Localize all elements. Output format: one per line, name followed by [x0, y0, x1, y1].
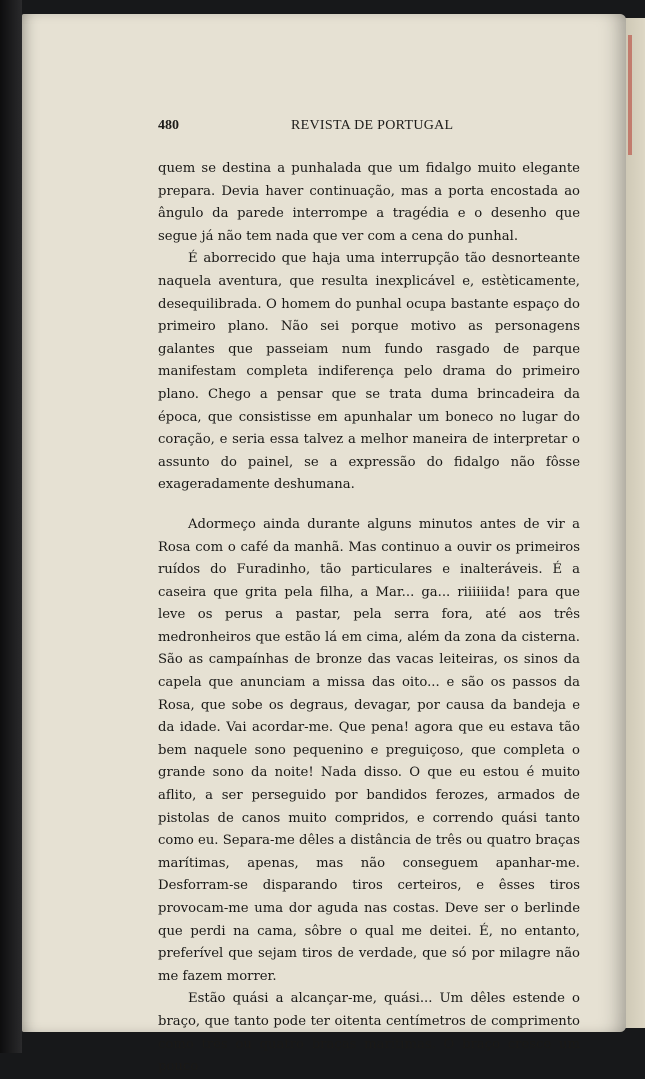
body-text — [158, 158, 580, 1079]
paragraph-4: Estão quási a alcançar-me, quási... Um dêles estende o braço, que tanto pode ter oitenta centímetros de comprimento como três ou quatro braças marítimas. O braço cresce um pouco — [158, 991, 580, 1075]
paragraph-2: É aborrecido que haja uma interrupção tão desnorteante naquela aventura, que resulta inexplicável e, estèticamente, desequilibrada. O homem do punhal ocupa bastante espaço do primeiro plano. Não sei porque motivo as personagens galantes que passeiam num fundo rasgado de parque manifestam completa indiferença pelo drama do primeiro plano. Chego a pensar que se trata duma brincadeira da época, que consistisse em apunhalar um boneco no lugar do coração, e seria essa talvez a melhor maneira de interpretar o assunto do painel, se a expressão do fidalgo não fôsse exageradamente deshumana. — [158, 251, 580, 493]
paragraph-3: Adormeço ainda durante alguns minutos antes de vir a Rosa com o café da manhã. Mas continuo a ouvir os primeiros ruídos do Furadinho, tão particulares e inalteráveis. É a caseira que grita pela filha, a Mar... ga... riiiiiida! para que leve os perus a pastar, pela serra fora, até aos três medronheiros que estão lá em cima, além da zona da cisterna. São as campaínhas de bronze das vacas leiteiras, os sinos da capela que anunciam a missa das oito... e são os passos da Rosa, que sobe os degraus, devagar, por causa da bandeja e da idade. Vai acordar-me. Que pena! agora que eu estava tão bem naquele sono pequenino e preguiçoso, que completa o grande sono da noite! Nada disso. O que eu estou é muito aflito, a ser perseguido por bandidos ferozes, armados de pistolas de canos muito compridos, e correndo quási tanto como eu. Separa-me dêles a distância de três ou quatro braças marítimas, apenas, mas não conseguem apanhar-me. Desforram-se disparando tiros certeiros, e êsses tiros provocam-me uma dor aguda nas costas. Deve ser o berlinde que perdi na cama, sôbre o qual me deitei. É, no entanto, preferível que sejam tiros de verdade, que só por milagre não me fazem morrer. — [158, 516, 580, 984]
page-number: 480 — [158, 118, 179, 133]
journal-title: REVISTA DE PORTUGAL — [291, 118, 454, 133]
book-gutter-shadow — [0, 0, 22, 1053]
paragraph-1: quem se destina a punhalada que um fidalgo muito elegante prepara. Devia haver continuação, mas a porta encostada ao ângulo da parede interrompe a tragédia e o desenho que segue já não tem nada que ver com a cena do punhal. — [158, 161, 580, 244]
adjacent-page-red-mark — [628, 35, 632, 155]
running-head — [158, 118, 588, 138]
